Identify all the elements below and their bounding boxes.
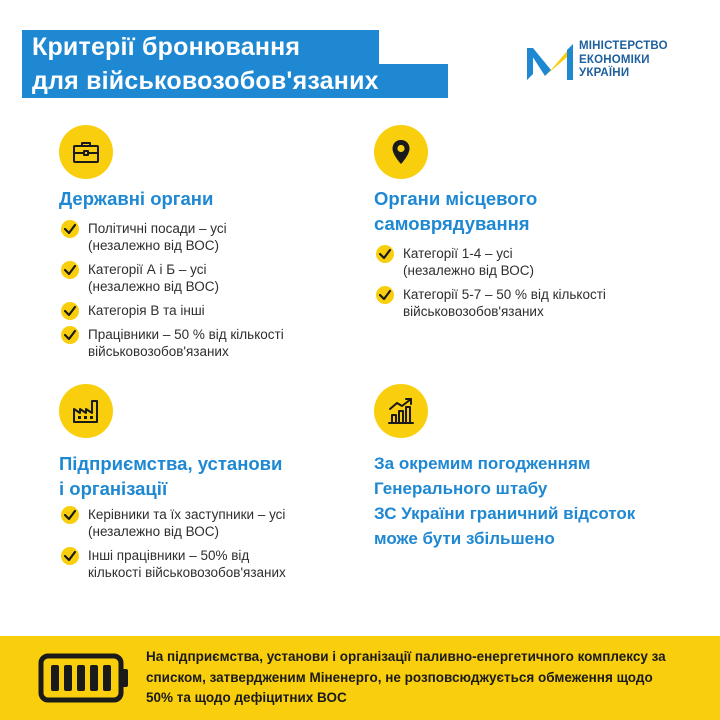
logo-line-3: УКРАЇНИ bbox=[579, 67, 630, 79]
list-item: Політичні посади – усі (незалежно від ВОС) bbox=[61, 220, 284, 254]
state-section-title: Державні органи bbox=[59, 188, 214, 209]
factory-icon bbox=[71, 396, 101, 426]
check-icon bbox=[61, 220, 79, 238]
footer-note: На підприємства, установи і організації паливно-енергетичного комплексу за списком, затвердженим Міненерго, не розповсюджується обмеження щодо 50% та щодо дефіцитних ВОС bbox=[146, 649, 666, 705]
ministry-logo-icon bbox=[527, 40, 573, 80]
general-staff-icon-circle bbox=[374, 384, 428, 438]
title-line-2: для військовозобов'язаних bbox=[22, 64, 448, 98]
list-item: Категорії 5-7 – 50 % від кількості військовозобов'язаних bbox=[376, 286, 606, 320]
list-item: Працівники – 50 % від кількості військовозобов'язаних bbox=[61, 326, 284, 360]
check-icon bbox=[61, 326, 79, 344]
enterprises-criteria-list bbox=[61, 506, 286, 588]
state-criteria-list bbox=[61, 220, 284, 367]
check-icon bbox=[61, 547, 79, 565]
local-section-icon-circle bbox=[374, 125, 428, 179]
footer-banner bbox=[0, 636, 720, 720]
check-icon bbox=[61, 506, 79, 524]
enterprises-section-title: Підприємства, установи і організації bbox=[59, 453, 283, 499]
page-title bbox=[22, 30, 448, 98]
state-section-icon-circle bbox=[59, 125, 113, 179]
ministry-logo bbox=[527, 40, 668, 81]
check-icon bbox=[376, 245, 394, 263]
list-item: Категорії А і Б – усі (незалежно від ВОС) bbox=[61, 261, 284, 295]
check-icon bbox=[61, 261, 79, 279]
local-criteria-list bbox=[376, 245, 606, 327]
list-item: Категорії 1-4 – усі (незалежно від ВОС) bbox=[376, 245, 606, 279]
local-section-title: Органи місцевого самоврядування bbox=[374, 188, 538, 234]
growth-chart-icon bbox=[386, 396, 416, 426]
list-item: Категорія В та інші bbox=[61, 302, 284, 319]
check-icon bbox=[61, 302, 79, 320]
list-item: Інші працівники – 50% від кількості військовозобов'язаних bbox=[61, 547, 286, 581]
battery-icon bbox=[38, 650, 130, 706]
briefcase-icon bbox=[71, 137, 101, 167]
list-item: Керівники та їх заступники – усі (незалежно від ВОС) bbox=[61, 506, 286, 540]
title-line-1: Критерії бронювання bbox=[22, 30, 379, 64]
enterprises-section-icon-circle bbox=[59, 384, 113, 438]
logo-line-1: МІНІСТЕРСТВО bbox=[579, 40, 668, 52]
check-icon bbox=[376, 286, 394, 304]
logo-line-2: ЕКОНОМІКИ bbox=[579, 53, 650, 66]
general-staff-note: За окремим погодженням Генерального штабу ЗС України граничний відсоток може бути збільшено bbox=[374, 454, 636, 548]
location-pin-icon bbox=[386, 137, 416, 167]
